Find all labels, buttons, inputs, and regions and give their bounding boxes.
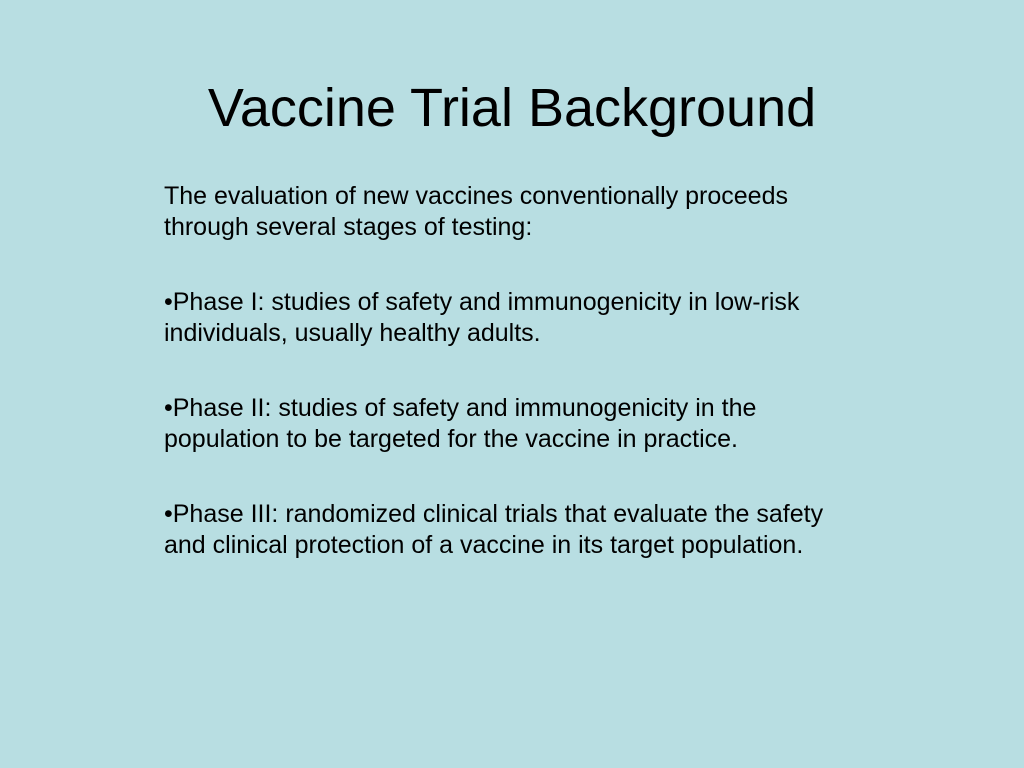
phase-2-bullet: •Phase II: studies of safety and immunogenicity in the population to be targeted for the vaccine in practice.	[164, 394, 757, 453]
slide-title: Vaccine Trial Background	[207, 78, 817, 138]
phase-3-bullet: •Phase III: randomized clinical trials that evaluate the safety and clinical protection of a vaccine in its target population.	[164, 500, 824, 559]
phase-1-bullet: •Phase I: studies of safety and immunogenicity in low-risk individuals, usually healthy adults.	[164, 288, 800, 347]
intro-paragraph: The evaluation of new vaccines conventionally proceeds through several stages of testing:	[164, 182, 788, 241]
slide-body	[164, 181, 854, 605]
